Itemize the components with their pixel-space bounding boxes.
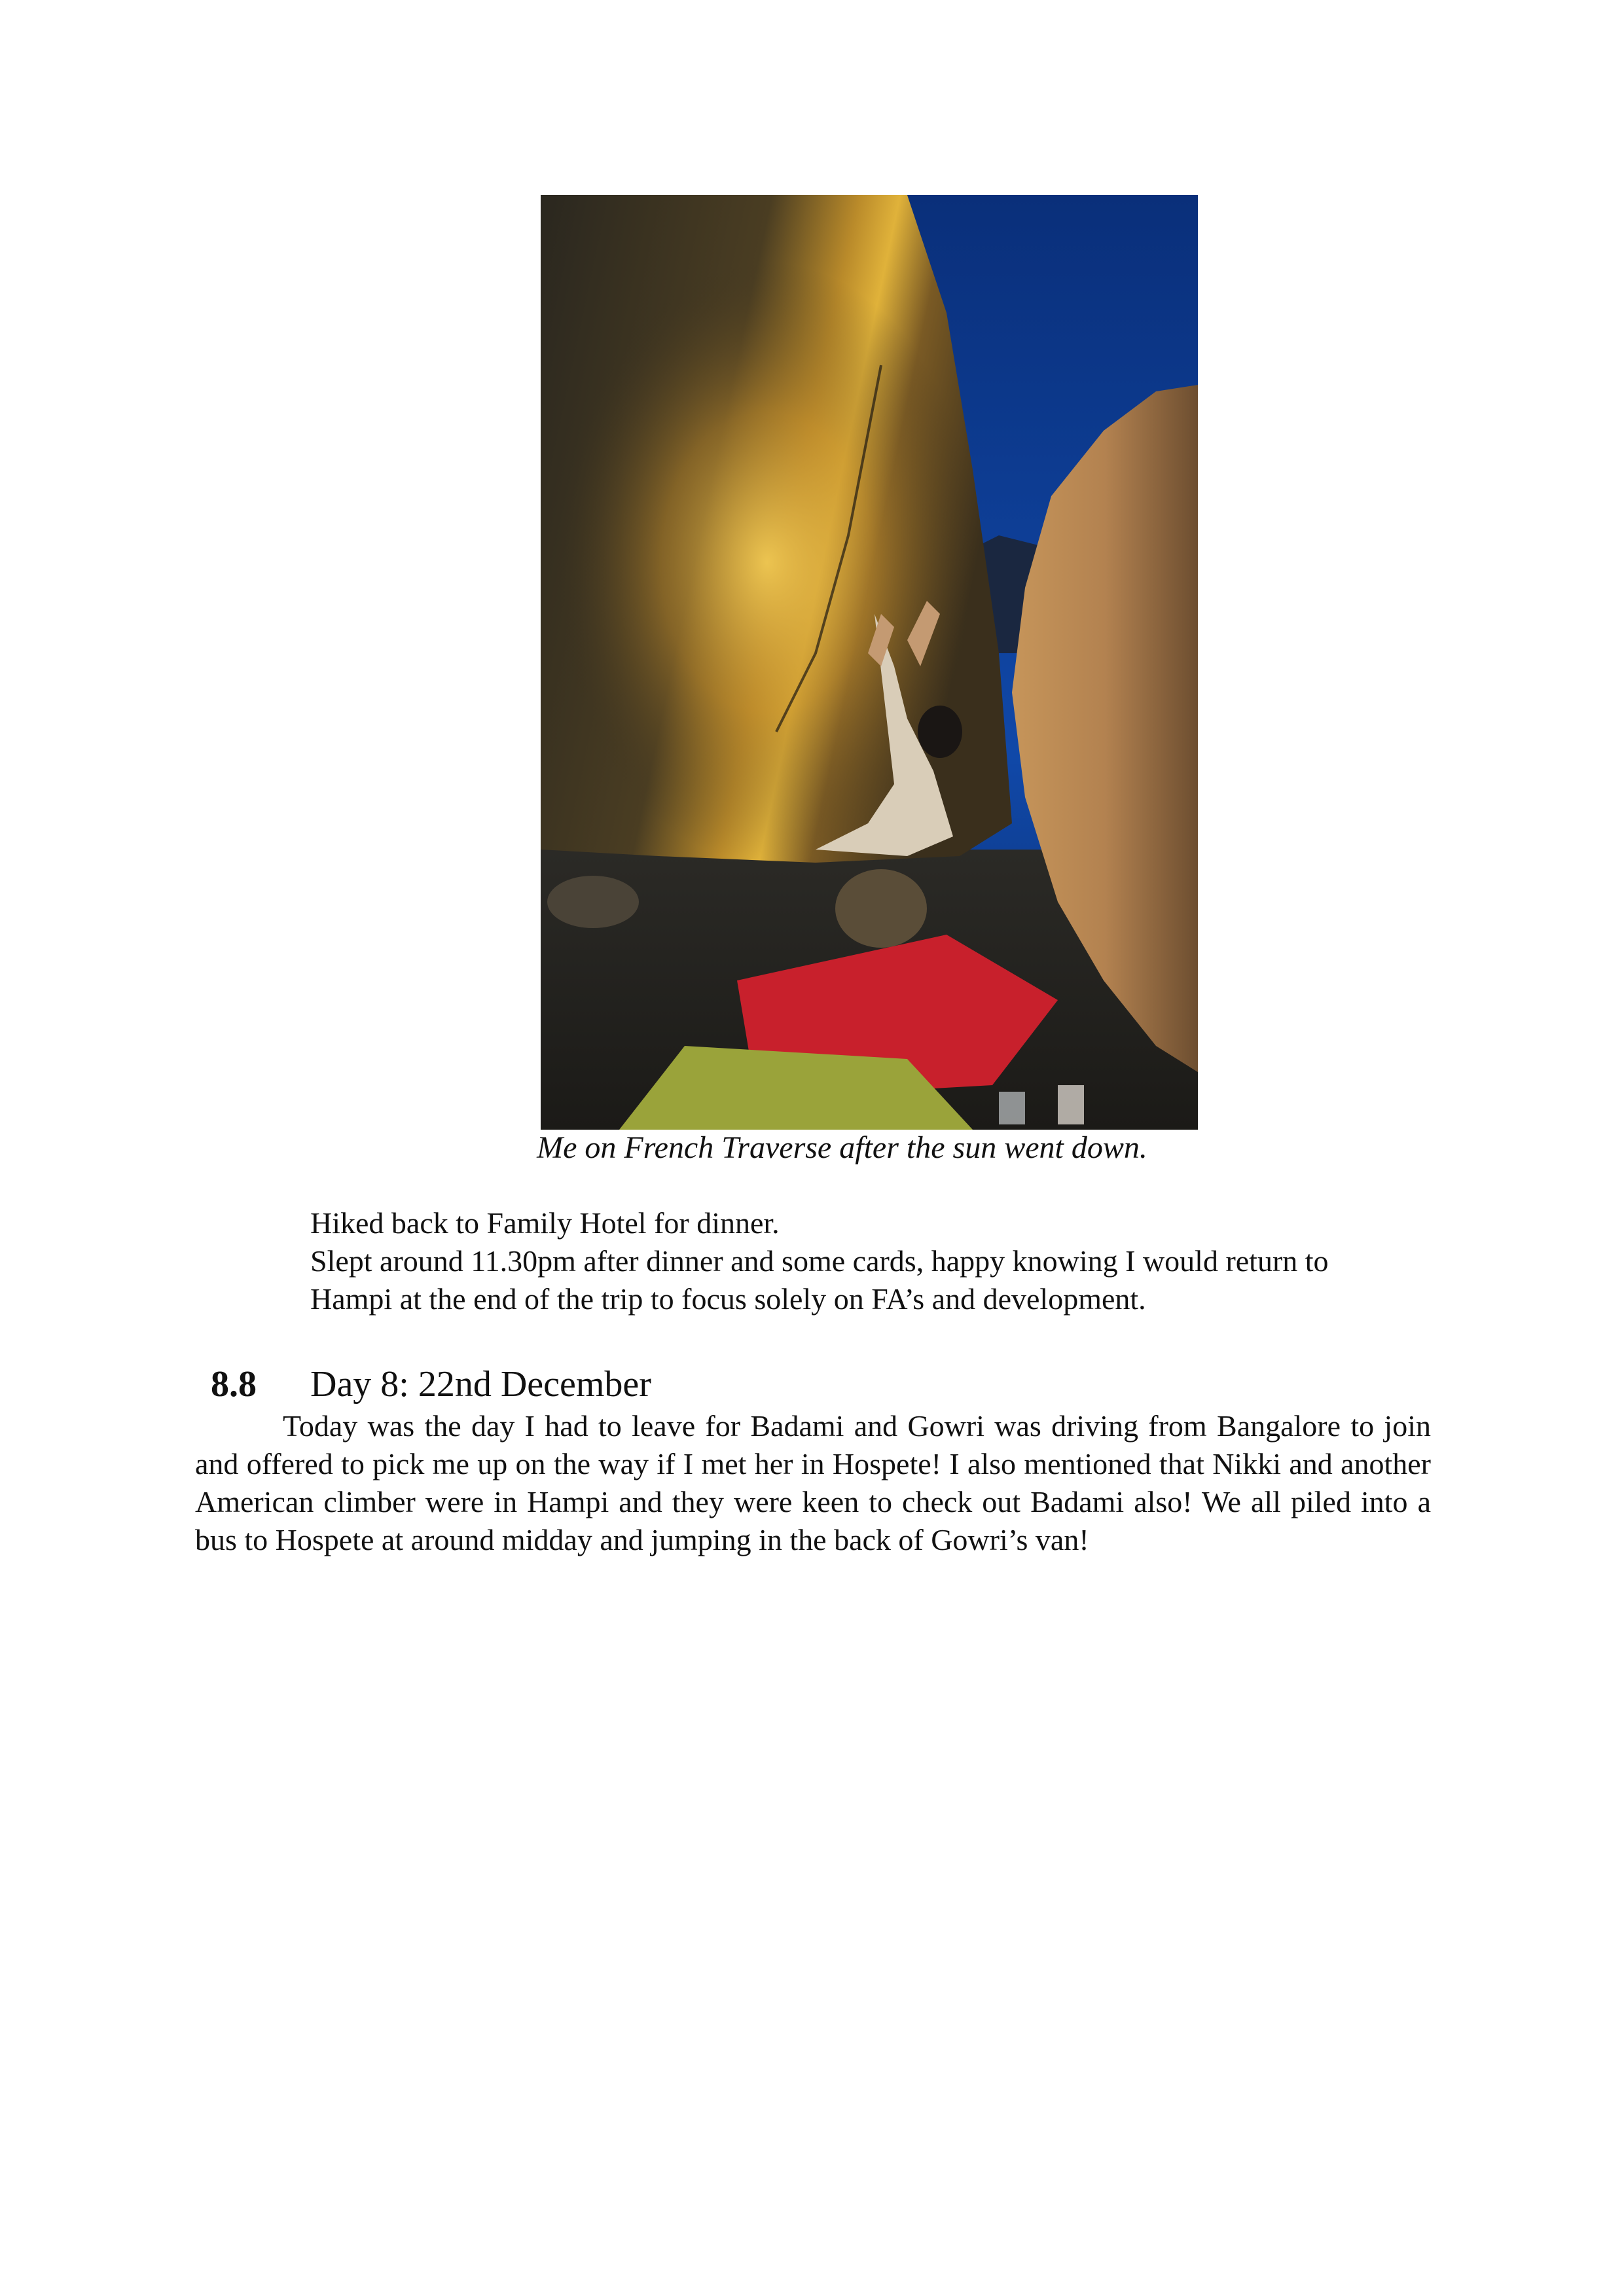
section-number: 8.8 (211, 1364, 257, 1405)
indented-journal-lines (310, 1204, 1489, 1318)
journal-line: Hiked back to Family Hotel for dinner. (310, 1206, 780, 1240)
journal-line: Slept around 11.30pm after dinner and some cards, happy knowing I would return to (310, 1244, 1329, 1278)
section-heading (211, 1361, 651, 1407)
bouldering-photo-icon (541, 195, 1198, 1130)
climbing-photo (541, 195, 1198, 1130)
journal-line: Hampi at the end of the trip to focus solely on FA’s and development. (310, 1282, 1146, 1316)
section-title: Day 8: 22nd December (310, 1364, 651, 1405)
section-paragraph: Today was the day I had to leave for Badami and Gowri was driving from Bangalore to join and offered to pick me up on the way if I met her in Hospete! I also mentioned that Nikki and another American climber were in Hampi and they were keen to check out Badami also! We all piled into a bus to Hospete at around midday and jumping in the back of Gowri’s van! (195, 1409, 1431, 1556)
photo-caption: Me on French Traverse after the sun went down. (537, 1130, 1147, 1165)
